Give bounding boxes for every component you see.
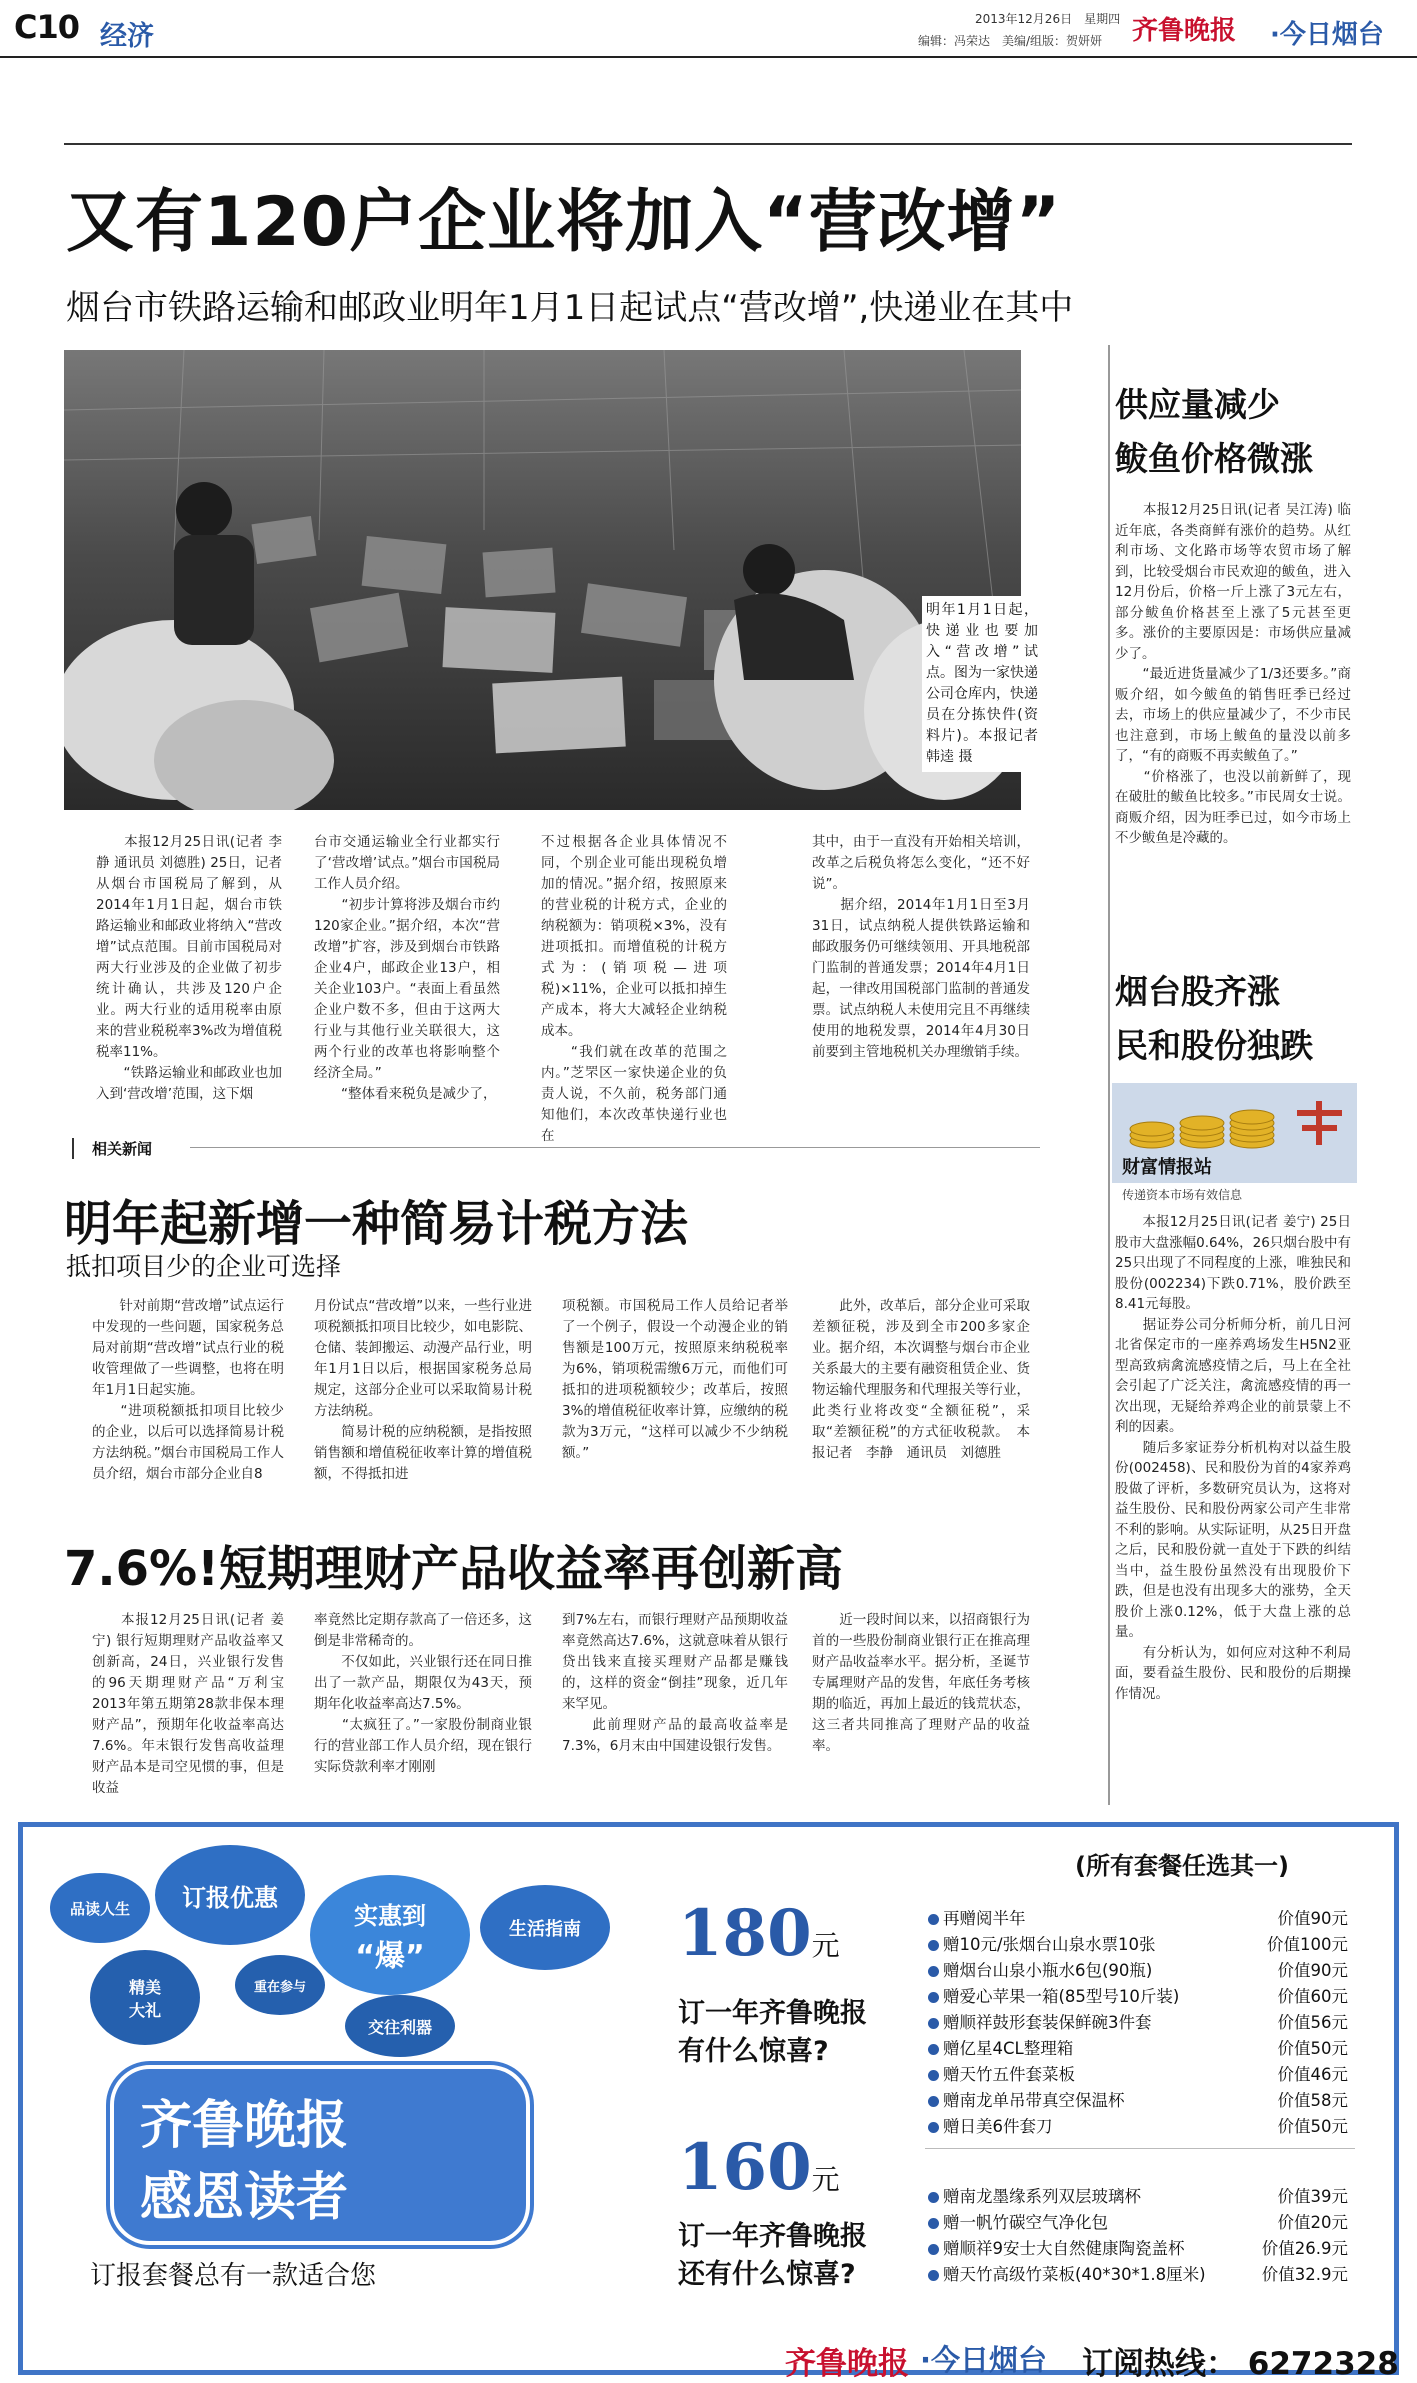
ad-tagline: 订报套餐总有一款适合您 [90, 2261, 377, 2291]
lead-col-1: 本报12月25日讯(记者 李静 通讯员 刘德胜) 25日，记者从烟台市国税局了解到，从2014年1月1日起，烟台市铁路运输业和邮政业将纳入“营改增”试点范围。目前市国税局对两大行业涉及的企业做了初步统计确认，共涉及120户企业。两大行业的适用税率由原来的营业税税率3%改为增值税税率11%。 “铁路运输业和邮政业也加入到‘营改增’范围，这下烟 [96, 834, 282, 1102]
wealth-info-box [1112, 1083, 1357, 1183]
ad-note: (所有套餐任选其一) [1075, 1852, 1289, 1880]
issue-date: 2013年12月26日 星期四 [975, 12, 1121, 26]
gift-item: 赠烟台山泉小瓶水6包(90瓶) 价值90元 [928, 1958, 1348, 1984]
plan-180-price: 180 [678, 1896, 812, 1971]
bubble-value-line2: “爆” [355, 1938, 425, 1974]
related-col-4: 此外，改革后，部分企业可采取差额征税，涉及到全市200多家企业。据介绍，本次调整与烟台市企业关系最大的主要有融资租赁企业、货物运输代理服务和代理报关等行业，此类行业将改变“全额征税”，采取“差额征税”的方式征收税款。 本报记者 李静 通讯员 刘德胜 [812, 1298, 1030, 1461]
editor-credits: 编辑：冯荣达 美编/组版：贺妍妍 [918, 34, 1103, 48]
ad-title-line1: 齐鲁晚报 [140, 2096, 349, 2156]
bubble-value-line1: 实惠到 [354, 1901, 426, 1930]
ad-bubble-cluster [30, 1835, 670, 2365]
sidebar-headline-2-line1: 烟台股齐涨 [1115, 972, 1280, 1011]
sidebar-divider [1108, 345, 1110, 1805]
article3-col-1: 本报12月25日讯(记者 姜宁) 银行短期理财产品收益率又创新高，24日，兴业银行发售的96天期理财产品“万利宝2013年第五期第28款非保本理财产品”，预期年化收益率高达7.6%。年末银行发售高收益理财产品本是司空见惯的事，但是收益 [92, 1612, 284, 1796]
gift-item: 再赠阅半年 价值90元 [928, 1906, 1348, 1932]
brand-edition: ·今日烟台 [1270, 20, 1384, 50]
gift-item: 赠南龙墨缘系列双层玻璃杯 价值39元 [928, 2184, 1348, 2210]
plan-divider [925, 2148, 1355, 2149]
article3-col-3: 到7%左右，而银行理财产品预期收益率竟然高达7.6%，这就意味着从银行贷出钱来直接买理财产品都是赚钱的，这样的资金“倒挂”现象，近几年来罕见。 此前理财产品的最高收益率是7.3%，6月末由中国建设银行发售。 [562, 1612, 788, 1754]
ad-title-line2: 感恩读者 [140, 2168, 349, 2228]
plan-180-q2: 有什么惊喜? [678, 2036, 829, 2067]
gift-item: 赠日美6件套刀 价值50元 [928, 2114, 1348, 2140]
footer-brand-edition: ·今日烟台 [920, 2343, 1048, 2377]
gift-item: 赠爱心苹果一箱(85型号10斤装) 价值60元 [928, 1984, 1348, 2010]
box-subtitle: 传递资本市场有效信息 [1122, 1188, 1243, 1202]
lead-col-2: 台市交通运输业全行业都实行了‘营改增’试点。”烟台市国税局工作人员介绍。 “初步计算将涉及烟台市约120家企业。”据介绍，本次“营改增”扩容，涉及到烟台市铁路企业4户，邮政企业13户，相关企业103户。“表面上看虽然企业户数不多，但由于这两大行业与其他行业关联很大，这两个行业的改革也将影响整个经济全局。” “整体看来税负是减少了， [314, 834, 500, 1102]
article3-col-4: 近一段时间以来，以招商银行为首的一些股份制商业银行正在推高理财产品收益率水平。据分析，圣诞节专属理财产品的发售，年底任务考核期的临近，再加上最近的钱荒状态，这三者共同推高了理财产品的收益率。 [812, 1612, 1030, 1754]
plan-160-question [678, 2218, 867, 2294]
gift-item: 赠天竹五件套菜板 价值46元 [928, 2062, 1348, 2088]
article3-col-2: 率竟然比定期存款高了一倍还多，这倒是非常稀奇的。 不仅如此，兴业银行还在同日推出了一款产品，期限仅为43天，预期年化收益率高达7.5%。 “太疯狂了。”一家股份制商业银行的营业部工作人员介绍，现在银行实际贷款利率才刚刚 [314, 1612, 532, 1775]
bubble-participate: 重在参与 [235, 1955, 325, 2015]
gift-item: 赠顺祥鼓形套装保鲜碗3件套 价值56元 [928, 2010, 1348, 2036]
bubble-life-guide: 生活指南 [480, 1885, 610, 1970]
bubble-gift-line2: 大礼 [128, 2000, 161, 2020]
plan-180 [678, 1896, 840, 1971]
top-rule [64, 143, 1352, 145]
related-rule [190, 1147, 1040, 1148]
related-col-1: 针对前期“营改增”试点运行中发现的一些问题，国家税务总局对前期“营改增”试点行业的税收管理做了一些调整，也将在明年1月1日起实施。 “进项税额抵扣项目比较少的企业，以后可以选择简易计税方法纳税。”烟台市国税局工作人员介绍，烟台市部分企业自8 [92, 1298, 284, 1482]
sidebar-headline-1 [1115, 378, 1313, 486]
lead-col-4: 其中，由于一直没有开始相关培训，改革之后税负将怎么变化，“还不好说”。 据介绍，2014年1月1日至3月31日，试点纳税人提供铁路运输和邮政服务仍可继续领用、开具地税部门监制的普通发票；2014年4月1日起，一律改用国税部门监制的普通发票。试点纳税人未使用完且不再继续使用的地税发票，2014年4月30日前要到主管地税机关办理缴销手续。 [812, 834, 1030, 1060]
brand-logo: 齐鲁晚报 [1132, 16, 1237, 46]
plan-180-question [678, 1995, 867, 2071]
plan-160-q2: 还有什么惊喜? [678, 2259, 856, 2290]
gift-item: 赠南龙单吊带真空保温杯 价值58元 [928, 2088, 1348, 2114]
plan-160-price: 160 [678, 2130, 812, 2205]
footer-brand: 齐鲁晚报 [785, 2346, 909, 2382]
photo-caption: 明年1月1日起，快递业也要加入“营改增”试点。图为一家快递公司仓库内，快递员在分拣快件(资料片)。本报记者 韩逵 摄 [922, 596, 1042, 772]
warehouse-photo [64, 350, 1021, 810]
sidebar-headline-1-line2: 鲅鱼价格微涨 [1115, 439, 1313, 478]
box-title: 财富情报站 [1122, 1157, 1212, 1178]
related-col-2: 月份试点“营改增”以来，一些行业进项税额抵扣项目比较少，如电影院、仓储、装卸搬运、动漫产品行业，明年1月1日以后，根据国家税务总局规定，这部分企业可以采取简易计税方法纳税。 简易计税的应纳税额，是指按照销售额和增值税征收率计算的增值税额，不得抵扣进 [314, 1298, 532, 1482]
plan-160-unit: 元 [811, 2163, 840, 2196]
sidebar-article-1-text: 本报12月25日讯(记者 吴江涛) 临近年底，各类商鲜有涨价的趋势。从红利市场、文化路市场等农贸市场了解到，比较受烟台市民欢迎的鲅鱼，进入12月份后，价格一斤上涨了3元左右，部分鲅鱼价格甚至上涨了5元甚至更多。涨价的主要原因是：市场供应量减少了。 “最近进货量减少了1/3还要多。”商贩介绍，如今鲅鱼的销售旺季已经过去，市场上的供应量减少了，不少市民也注意到，市场上鲅鱼的量没以前多了，“有的商贩不再卖鲅鱼了。” “价格涨了，也没以前新鲜了，现在破肚的鲅鱼比较多。”市民周女士说。商贩介绍，因为旺季已过，如今市场上不少鲅鱼是冷藏的。 [1115, 502, 1351, 846]
page-code: C10 [14, 8, 80, 46]
sidebar-article-2-text: 本报12月25日讯(记者 姜宁) 25日股市大盘涨幅0.64%，26只烟台股中有25只出现了不同程度的上涨，唯独民和股份(002234)下跌0.71%，股价跌至8.41元每股。 据证券公司分析师分析，前几日河北省保定市的一座养鸡场发生H5N2亚型高致病禽流感疫情之后，马上在全社会引起了广泛关注，禽流感疫情的再一次出现，无疑给养鸡企业的前景蒙上不利的因素。 随后多家证券分析机构对以益生股份(002458)、民和股份为首的4家养鸡股做了评析，多数研究员认为，这将对益生股份、民和股份两家公司产生非常不利的影响。从实际证明，从25日开盘之后，民和股份就一直处于下跌的纠结当中，益生股份虽然没有出现股价下跌，但是也没有出现多大的涨势，全天股价上涨0.12%，低于大盘上涨的总量。 有分析认为，如何应对这种不利局面，要看益生股份、民和股份的后期操作情况。 [1115, 1214, 1351, 1702]
bubble-gift-line1: 精美 [128, 1977, 161, 1997]
section-name: 经济 [100, 21, 154, 52]
lead-subheadline: 烟台市铁路运输和邮政业明年1月1日起试点“营改增”,快递业在其中 [66, 288, 1074, 328]
gift-item: 赠天竹高级竹菜板(40*30*1.8厘米) 价值32.9元 [928, 2262, 1348, 2288]
plan-160-gift-list [928, 2184, 1348, 2294]
related-subheadline: 抵扣项目少的企业可选择 [66, 1252, 342, 1281]
header-rule [0, 56, 1417, 58]
plan-180-gift-list [928, 1906, 1348, 2146]
plan-180-unit: 元 [811, 1929, 840, 1962]
gift-item: 赠亿星4CL整理箱 价值50元 [928, 2036, 1348, 2062]
sidebar-headline-2 [1115, 965, 1313, 1073]
gift-item: 赠一帆竹碳空气净化包 价值20元 [928, 2210, 1348, 2236]
related-headline: 明年起新增一种简易计税方法 [64, 1196, 689, 1252]
related-news-tag: 相关新闻 [72, 1138, 152, 1159]
sidebar-headline-1-line1: 供应量减少 [1115, 385, 1280, 424]
gift-item: 赠10元/张烟台山泉水票10张 价值100元 [928, 1932, 1348, 1958]
plan-180-q1: 订一年齐鲁晚报 [678, 1998, 867, 2029]
lead-col-3: 不过根据各企业具体情况不同，个别企业可能出现税负增加的情况。”据介绍，按照原来的营业税的计税方式，企业的纳税额为：销项税×3%，没有进项抵扣。而增值税的计税方式为：(销项税—进项税)×11%，企业可以抵扣掉生产成本，将大大减轻企业纳税成本。 “我们就在改革的范围之内。”芝罘区一家快递企业的负责人说，不久前，税务部门通知他们，本次改革快递行业也在 [541, 834, 727, 1144]
plan-160 [678, 2130, 840, 2205]
gift-item: 赠顺祥9安士大自然健康陶瓷盖杯 价值26.9元 [928, 2236, 1348, 2262]
bubble-gift [90, 1950, 200, 2045]
bubble-value [310, 1875, 470, 1995]
bubble-social: 交往利器 [345, 1995, 455, 2057]
subscription-hotline: 订阅热线： 6272328 [1082, 2346, 1399, 2382]
bubble-reading: 品读人生 [50, 1873, 150, 1943]
lead-headline: 又有120户企业将加入“营改增” [66, 183, 1062, 262]
article3-headline: 7.6%!短期理财产品收益率再创新高 [64, 1541, 844, 1597]
sidebar-headline-2-line2: 民和股份独跌 [1115, 1026, 1313, 1065]
plan-160-q1: 订一年齐鲁晚报 [678, 2221, 867, 2252]
bubble-discount: 订报优惠 [155, 1845, 305, 1945]
related-col-3: 项税额。市国税局工作人员给记者举了一个例子，假设一个动漫企业的销售额是100万元，按照原来纳税税率为6%，销项税需缴6万元，而他们可抵扣的进项税额较少；改革后，按照3%的增值税征收率计算，应缴纳的税款为3万元，“这样可以减少不少纳税额。” [562, 1298, 788, 1461]
